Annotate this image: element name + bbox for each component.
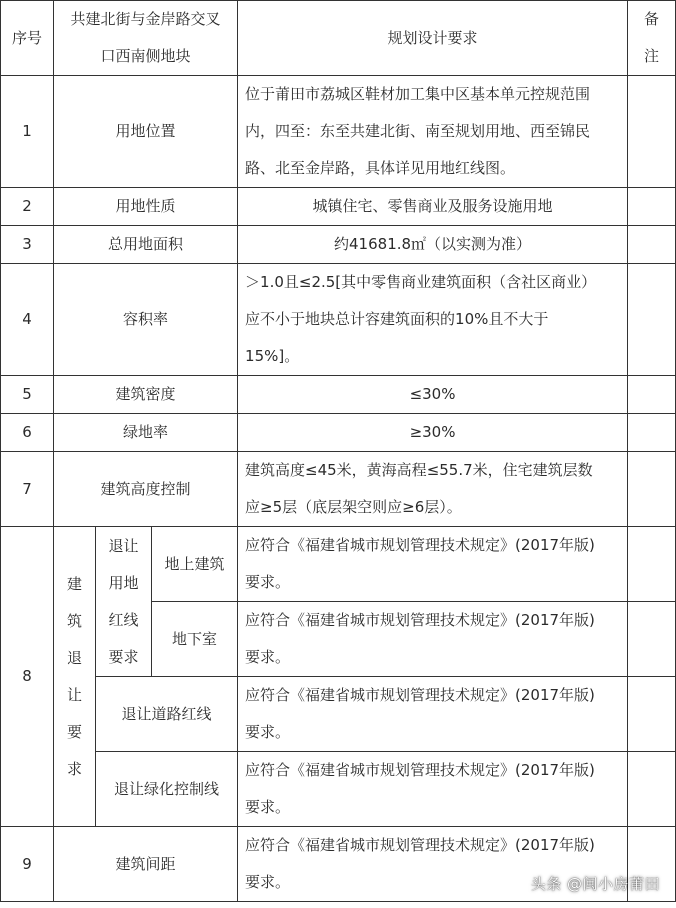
- table-row: [1, 677, 676, 752]
- requirement-line: 应符合《福建省城市规划管理技术规定》(2017年版): [245, 611, 595, 629]
- row-note: [628, 414, 676, 452]
- requirement-line: 应≥5层（底层架空则应≥6层）。: [245, 498, 462, 516]
- table-row: [1, 76, 676, 188]
- vertical-char: 要: [66, 722, 82, 741]
- row-item: 总用地面积: [54, 226, 238, 264]
- setback-group-label: [54, 527, 96, 827]
- header-note-line2: 注: [644, 47, 660, 65]
- row-item: 用地性质: [54, 188, 238, 226]
- header-seq: 序号: [1, 1, 54, 76]
- vertical-char: 建: [66, 574, 82, 593]
- table-row: [1, 527, 676, 602]
- table-row: [1, 452, 676, 527]
- row-note: [628, 752, 676, 827]
- row-note: [628, 527, 676, 602]
- requirement-line: 要求。: [245, 573, 291, 591]
- requirement-line: 应符合《福建省城市规划管理技术规定》(2017年版): [245, 536, 595, 554]
- row-requirement: 约41681.8㎡（以实测为准）: [238, 226, 628, 264]
- row-requirement: [238, 602, 628, 677]
- sub-item: 地上建筑: [152, 527, 238, 602]
- header-parcel-line1: 共建北街与金岸路交叉: [70, 10, 221, 28]
- row-requirement: [238, 264, 628, 376]
- sub-item: 退让道路红线: [96, 677, 238, 752]
- vertical-char: 红线: [108, 610, 139, 629]
- vertical-char: 要求: [108, 647, 139, 666]
- table-row: [1, 376, 676, 414]
- table-row: [1, 226, 676, 264]
- row-requirement: [238, 76, 628, 188]
- requirement-line: 应不小于地块总计容建筑面积的10%且不大于: [245, 310, 549, 328]
- row-requirement: [238, 527, 628, 602]
- requirement-line: 要求。: [245, 723, 291, 741]
- header-parcel: [54, 1, 238, 76]
- vertical-char: 筑: [66, 611, 82, 630]
- requirement-line: 应符合《福建省城市规划管理技术规定》(2017年版): [245, 836, 595, 854]
- redline-subgroup-label: [96, 527, 152, 677]
- row-note: [628, 264, 676, 376]
- requirement-line: ＞1.0且≤2.5[其中零售商业建筑面积（含社区商业）: [245, 273, 597, 291]
- row-seq: 2: [1, 188, 54, 226]
- vertical-char: 求: [66, 759, 82, 778]
- row-requirement: ≥30%: [238, 414, 628, 452]
- header-note-line1: 备: [644, 10, 660, 28]
- row-note: [628, 226, 676, 264]
- watermark: 头条 @闽小房莆田: [530, 875, 660, 893]
- requirement-line: 15%]。: [245, 347, 300, 365]
- sub-item: 退让绿化控制线: [96, 752, 238, 827]
- row-item: 建筑间距: [54, 827, 238, 902]
- row-requirement: [238, 677, 628, 752]
- row-seq: 3: [1, 226, 54, 264]
- row-note: [628, 452, 676, 527]
- row-note: [628, 602, 676, 677]
- header-requirements: 规划设计要求: [238, 1, 628, 76]
- row-item: 用地位置: [54, 76, 238, 188]
- requirement-line: 要求。: [245, 798, 291, 816]
- row-seq: 6: [1, 414, 54, 452]
- vertical-char: 退让: [108, 536, 139, 555]
- vertical-char: 用地: [108, 573, 139, 592]
- row-requirement: ≤30%: [238, 376, 628, 414]
- header-parcel-line2: 口西南侧地块: [100, 47, 191, 65]
- row-item: 容积率: [54, 264, 238, 376]
- row-requirement: [238, 752, 628, 827]
- row-note: [628, 188, 676, 226]
- vertical-char: 让: [66, 685, 82, 704]
- requirement-line: 内，四至：东至共建北街、南至规划用地、西至锦民: [245, 122, 591, 140]
- requirement-line: 位于莆田市荔城区鞋材加工集中区基本单元控规范围: [245, 85, 591, 103]
- requirement-line: 要求。: [245, 873, 291, 891]
- table-row: [1, 188, 676, 226]
- table-row: [1, 264, 676, 376]
- row-note: [628, 376, 676, 414]
- vertical-char: 退: [66, 648, 82, 667]
- requirement-line: 要求。: [245, 648, 291, 666]
- row-seq: 4: [1, 264, 54, 376]
- row-item: 建筑高度控制: [54, 452, 238, 527]
- header-row: [1, 1, 676, 76]
- row-seq: 1: [1, 76, 54, 188]
- table-row: [1, 414, 676, 452]
- table-row: [1, 752, 676, 827]
- row-requirement: [238, 452, 628, 527]
- row-seq: 9: [1, 827, 54, 902]
- row-item: 建筑密度: [54, 376, 238, 414]
- row-note: [628, 677, 676, 752]
- requirement-line: 建筑高度≤45米，黄海高程≤55.7米，住宅建筑层数: [245, 461, 593, 479]
- row-seq: 8: [1, 527, 54, 827]
- row-requirement: 城镇住宅、零售商业及服务设施用地: [238, 188, 628, 226]
- requirement-line: 应符合《福建省城市规划管理技术规定》(2017年版): [245, 686, 595, 704]
- row-item: 绿地率: [54, 414, 238, 452]
- requirement-line: 路、北至金岸路，具体详见用地红线图。: [245, 159, 516, 177]
- row-seq: 7: [1, 452, 54, 527]
- row-seq: 5: [1, 376, 54, 414]
- header-note: [628, 1, 676, 76]
- sub-item: 地下室: [152, 602, 238, 677]
- row-note: [628, 76, 676, 188]
- requirement-line: 应符合《福建省城市规划管理技术规定》(2017年版): [245, 761, 595, 779]
